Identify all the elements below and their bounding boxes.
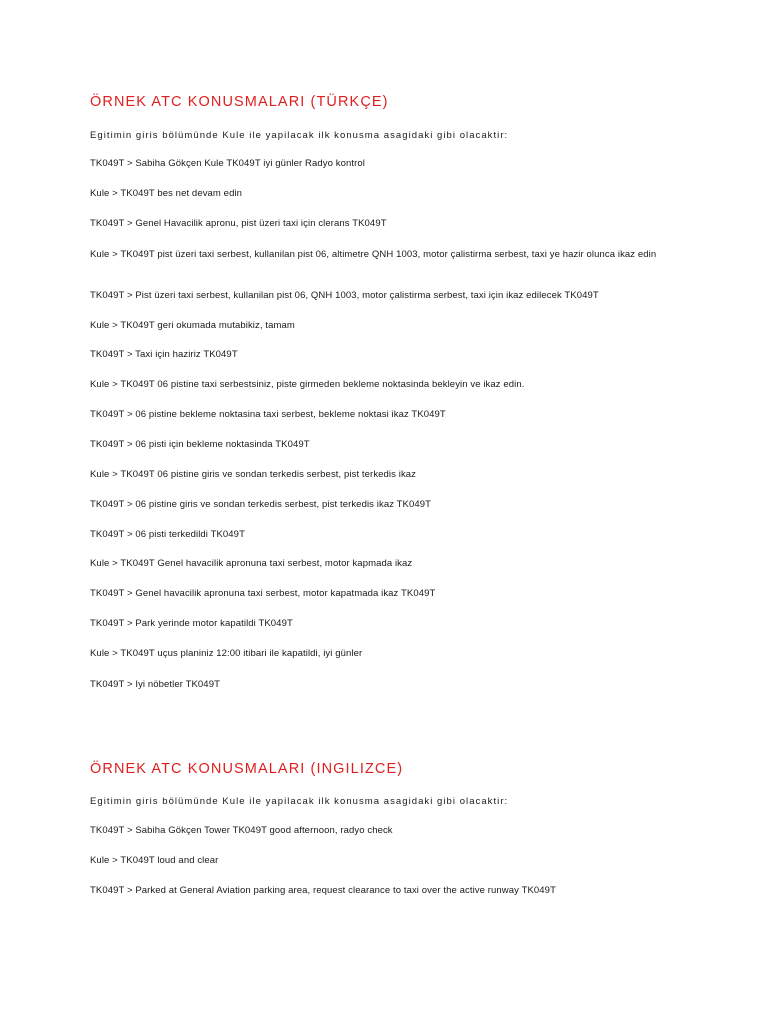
dialogue-line: Kule > TK049T bes net devam edin xyxy=(90,188,243,199)
dialogue-line: TK049T > Sabiha Gökçen Tower TK049T good afternoon, radyo check xyxy=(90,825,393,836)
section-title-turkish: ÖRNEK ATC KONUSMALARI (TÜRKÇE) xyxy=(90,94,389,110)
dialogue-line: Kule > TK049T uçus planiniz 12:00 itibari ile kapatildi, iyi günler xyxy=(90,648,363,659)
section-title-english: ÖRNEK ATC KONUSMALARI (INGILIZCE) xyxy=(90,761,404,777)
dialogue-line: TK049T > 06 pistine bekleme noktasina taxi serbest, bekleme noktasi ikaz TK049T xyxy=(90,409,446,420)
dialogue-line: TK049T > Park yerinde motor kapatildi TK049T xyxy=(90,618,293,629)
dialogue-line: TK049T > Sabiha Gökçen Kule TK049T iyi günler Radyo kontrol xyxy=(90,158,365,169)
dialogue-line: Kule > TK049T loud and clear xyxy=(90,855,219,866)
section-intro: Egitimin giris bölümünde Kule ile yapilacak ilk konusma asagidaki gibi olacaktir: xyxy=(90,130,509,141)
dialogue-line: TK049T > Taxi için haziriz TK049T xyxy=(90,349,238,360)
dialogue-line: TK049T > 06 pisti için bekleme noktasinda TK049T xyxy=(90,439,310,450)
dialogue-line: TK049T > Pist üzeri taxi serbest, kullanilan pist 06, QNH 1003, motor çalistirma serbest, taxi için ikaz edilecek TK049T xyxy=(90,290,599,301)
dialogue-line: TK049T > Genel Havacilik apronu, pist üzeri taxi için clerans TK049T xyxy=(90,218,387,229)
dialogue-line: Kule > TK049T pist üzeri taxi serbest, kullanilan pist 06, altimetre QNH 1003, motor çalistirma serbest, taxi ye hazir olunca ikaz edin xyxy=(90,249,657,260)
dialogue-line: TK049T > Genel havacilik apronuna taxi serbest, motor kapatmada ikaz TK049T xyxy=(90,588,436,599)
dialogue-line: Kule > TK049T 06 pistine giris ve sondan terkedis serbest, pist terkedis ikaz xyxy=(90,469,417,480)
dialogue-line: TK049T > Parked at General Aviation parking area, request clearance to taxi over the active runway TK049T xyxy=(90,885,556,896)
section-intro: Egitimin giris bölümünde Kule ile yapilacak ilk konusma asagidaki gibi olacaktir: xyxy=(90,796,509,807)
dialogue-line: TK049T > Iyi nöbetler TK049T xyxy=(90,679,220,690)
dialogue-line: Kule > TK049T geri okumada mutabikiz, tamam xyxy=(90,320,295,331)
dialogue-line: TK049T > 06 pistine giris ve sondan terkedis serbest, pist terkedis ikaz TK049T xyxy=(90,499,432,510)
dialogue-line: TK049T > 06 pisti terkedildi TK049T xyxy=(90,529,245,540)
dialogue-line: Kule > TK049T Genel havacilik apronuna taxi serbest, motor kapmada ikaz xyxy=(90,558,413,569)
dialogue-line: Kule > TK049T 06 pistine taxi serbestsiniz, piste girmeden bekleme noktasinda bekleyin ve ikaz edin. xyxy=(90,379,525,390)
